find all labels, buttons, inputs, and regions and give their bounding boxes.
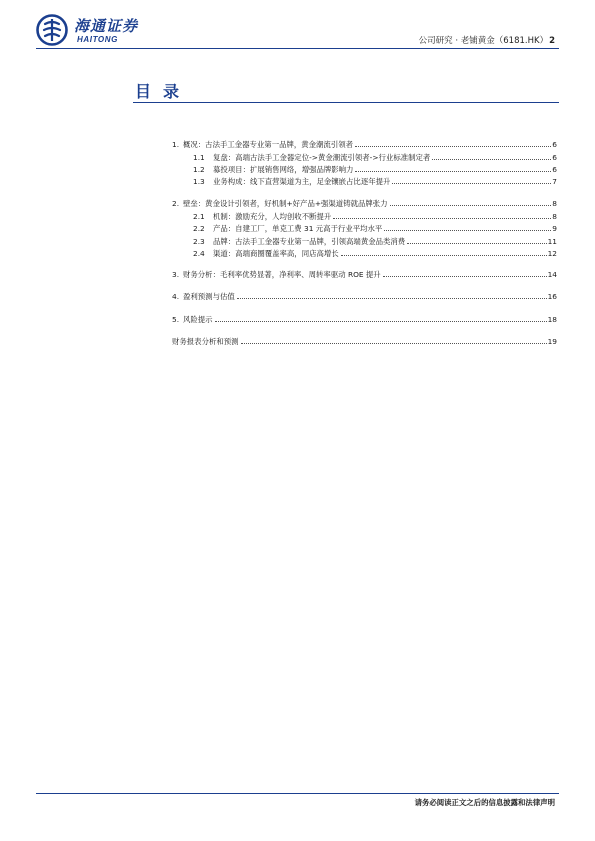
toc-entry-page: 8 [552,212,557,221]
report-header-info [419,34,555,46]
logo-chinese-name: 海通证券 [74,17,139,35]
toc-entry-title: 机制：激励充分，人均创收不断提升 [213,212,332,221]
toc-entry-number: 2.2 [193,224,205,233]
toc-entry-title: 概况：古法手工金器专业第一品牌，黄金潮流引领者 [183,140,353,149]
report-info: 公司研究 · 老铺黄金（6181.HK） [418,36,549,46]
page-number: 2 [549,36,555,46]
toc-entry-page: 16 [547,292,557,301]
toc-entry-number: 5. [172,315,180,324]
toc-title: 目录 [135,82,192,101]
toc-entry-number: 1.3 [193,177,205,186]
toc-entry-title: 品牌：古法手工金器专业第一品牌，引领高端黄金品类消费 [213,237,406,246]
toc-entry[interactable] [172,151,557,162]
toc-entry-number: 2.4 [193,249,205,258]
toc-entry-number: 1. [172,140,180,149]
header-divider [36,48,559,49]
toc-entry-page: 7 [552,177,557,186]
toc-entry-page: 6 [552,165,557,174]
toc-entry-page: 11 [547,237,557,246]
toc-entry-number: 4. [172,292,180,301]
toc-entry-number: 1.1 [193,153,205,162]
toc-leader-dots [333,218,551,219]
toc-entry-page: 12 [547,249,557,258]
toc-leader-dots [383,276,547,277]
toc-entry[interactable] [172,335,557,346]
toc-entry-title: 产品：自建工厂，单克工费 31 元高于行业平均水平 [213,224,383,233]
toc-entry[interactable] [172,290,557,301]
toc-leader-dots [237,298,547,299]
toc-leader-dots [392,183,551,184]
footer-divider [36,793,559,794]
toc-leader-dots [384,230,551,231]
toc-entry[interactable] [172,268,557,279]
footer-disclaimer: 请务必阅读正文之后的信息披露和法律声明 [414,798,555,807]
toc-entry[interactable] [172,247,557,258]
toc-leader-dots [355,171,551,172]
toc-leader-dots [241,343,547,344]
toc-entry-number: 1.2 [193,165,205,174]
toc-entry[interactable] [172,222,557,233]
toc-entry[interactable] [172,197,557,208]
toc-entry-title: 壁垒：黄金设计引领者，好机制+好产品+强渠道铸就品牌张力 [183,199,388,208]
toc-entry-page: 6 [552,153,557,162]
toc-entry-page: 18 [547,315,557,324]
toc-entry-number: 3. [172,270,180,279]
toc-entry-title: 盈利预测与估值 [183,292,235,301]
toc-entry-number: 2.3 [193,237,205,246]
toc-entry[interactable] [172,138,557,149]
toc-leader-dots [432,159,551,160]
toc-leader-dots [341,255,547,256]
toc-entry-title: 财务分析：毛利率优势显著，净利率、周转率驱动 ROE 提升 [183,270,381,279]
toc-entry[interactable] [172,163,557,174]
haitong-emblem-icon [36,14,68,46]
haitong-logo [36,14,146,48]
toc-entry-page: 19 [547,337,557,346]
toc-entry-title: 风险提示 [183,315,213,324]
toc-entry-page: 6 [552,140,557,149]
toc-entry[interactable] [172,210,557,221]
toc-leader-dots [215,321,547,322]
toc-entry-title: 复盘：高端古法手工金器定位->黄金潮流引领者->行业标准制定者 [213,153,431,162]
toc-entry[interactable] [172,175,557,186]
toc-entry-number: 2.1 [193,212,205,221]
toc-entry[interactable] [172,235,557,246]
toc-entry-page: 14 [547,270,557,279]
toc-leader-dots [407,243,546,244]
toc-entry-title: 募投项目：扩展销售网络，增强品牌影响力 [213,165,354,174]
toc-entry[interactable] [172,313,557,324]
toc-leader-dots [355,146,551,147]
toc-title-divider [133,102,559,103]
toc-entry-number: 2. [172,199,180,208]
logo-english-name: HAITONG [77,35,118,44]
toc-entry-title: 业务构成：线下直营渠道为主，足金镶嵌占比逐年提升 [213,177,391,186]
toc-entry-title: 财务报表分析和预测 [172,337,239,346]
toc-entry-page: 9 [552,224,557,233]
toc-leader-dots [390,205,552,206]
toc-entry-title: 渠道：高端商圈覆盖率高，同店高增长 [213,249,339,258]
toc-entry-page: 8 [552,199,557,208]
